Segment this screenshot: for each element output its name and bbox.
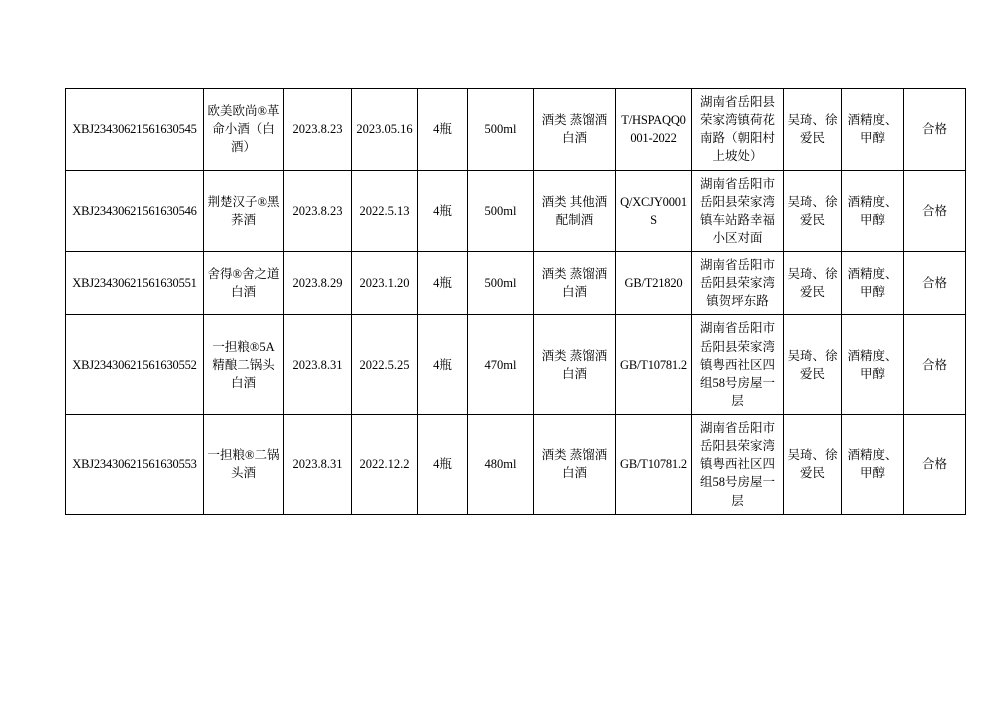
cell-standard: GB/T10781.2 <box>616 415 692 515</box>
cell-conclusion: 合格 <box>904 315 966 415</box>
cell-standard: T/HSPAQQ0001-2022 <box>616 89 692 171</box>
cell-inspector: 吴琦、徐爱民 <box>784 252 842 315</box>
cell-test-items: 酒精度、甲醇 <box>842 252 904 315</box>
cell-production-date: 2022.5.13 <box>352 170 418 252</box>
cell-spec: 500ml <box>468 170 534 252</box>
cell-standard: GB/T21820 <box>616 252 692 315</box>
cell-address: 湖南省岳阳市岳阳县荣家湾镇贺坪东路 <box>692 252 784 315</box>
cell-spec: 470ml <box>468 315 534 415</box>
cell-quantity: 4瓶 <box>418 252 468 315</box>
cell-sample-code: XBJ23430621561630551 <box>66 252 204 315</box>
table-row <box>66 315 966 415</box>
cell-inspector: 吴琦、徐爱民 <box>784 415 842 515</box>
cell-conclusion: 合格 <box>904 415 966 515</box>
cell-conclusion: 合格 <box>904 252 966 315</box>
cell-product-name: 荆楚汉子®黑荞酒 <box>204 170 284 252</box>
cell-address: 湖南省岳阳市岳阳县荣家湾镇车站路幸福小区对面 <box>692 170 784 252</box>
table-body <box>66 89 966 515</box>
cell-sampling-date: 2023.8.23 <box>284 89 352 171</box>
cell-spec: 500ml <box>468 89 534 171</box>
table-row <box>66 415 966 515</box>
cell-production-date: 2022.12.2 <box>352 415 418 515</box>
cell-test-items: 酒精度、甲醇 <box>842 415 904 515</box>
inspection-table-container <box>65 88 947 515</box>
cell-product-name: 一担粮®二锅头酒 <box>204 415 284 515</box>
table-row <box>66 89 966 171</box>
cell-inspector: 吴琦、徐爱民 <box>784 315 842 415</box>
cell-sampling-date: 2023.8.23 <box>284 170 352 252</box>
cell-category: 酒类 蒸馏酒 白酒 <box>534 315 616 415</box>
cell-sampling-date: 2023.8.31 <box>284 415 352 515</box>
cell-conclusion: 合格 <box>904 89 966 171</box>
table-row <box>66 252 966 315</box>
cell-quantity: 4瓶 <box>418 315 468 415</box>
cell-production-date: 2023.05.16 <box>352 89 418 171</box>
cell-spec: 500ml <box>468 252 534 315</box>
cell-address: 湖南省岳阳市岳阳县荣家湾镇粤西社区四组58号房屋一层 <box>692 415 784 515</box>
cell-category: 酒类 蒸馏酒 白酒 <box>534 415 616 515</box>
cell-category: 酒类 其他酒 配制酒 <box>534 170 616 252</box>
cell-sample-code: XBJ23430621561630552 <box>66 315 204 415</box>
cell-quantity: 4瓶 <box>418 415 468 515</box>
table-row <box>66 170 966 252</box>
cell-standard: GB/T10781.2 <box>616 315 692 415</box>
cell-address: 湖南省岳阳市岳阳县荣家湾镇粤西社区四组58号房屋一层 <box>692 315 784 415</box>
cell-address: 湖南省岳阳县荣家湾镇荷花南路（朝阳村上坡处） <box>692 89 784 171</box>
cell-sample-code: XBJ23430621561630545 <box>66 89 204 171</box>
cell-quantity: 4瓶 <box>418 89 468 171</box>
cell-quantity: 4瓶 <box>418 170 468 252</box>
cell-production-date: 2022.5.25 <box>352 315 418 415</box>
cell-product-name: 欧美欧尚®革命小酒（白酒） <box>204 89 284 171</box>
cell-category: 酒类 蒸馏酒 白酒 <box>534 89 616 171</box>
cell-spec: 480ml <box>468 415 534 515</box>
cell-test-items: 酒精度、甲醇 <box>842 170 904 252</box>
cell-test-items: 酒精度、甲醇 <box>842 315 904 415</box>
cell-production-date: 2023.1.20 <box>352 252 418 315</box>
cell-sampling-date: 2023.8.29 <box>284 252 352 315</box>
cell-inspector: 吴琦、徐爱民 <box>784 89 842 171</box>
cell-conclusion: 合格 <box>904 170 966 252</box>
cell-category: 酒类 蒸馏酒 白酒 <box>534 252 616 315</box>
cell-product-name: 舍得®舍之道白酒 <box>204 252 284 315</box>
inspection-results-table <box>65 88 966 515</box>
cell-inspector: 吴琦、徐爱民 <box>784 170 842 252</box>
cell-sampling-date: 2023.8.31 <box>284 315 352 415</box>
cell-product-name: 一担粮®5A精酿二锅头白酒 <box>204 315 284 415</box>
cell-sample-code: XBJ23430621561630553 <box>66 415 204 515</box>
cell-test-items: 酒精度、甲醇 <box>842 89 904 171</box>
cell-sample-code: XBJ23430621561630546 <box>66 170 204 252</box>
cell-standard: Q/XCJY0001S <box>616 170 692 252</box>
